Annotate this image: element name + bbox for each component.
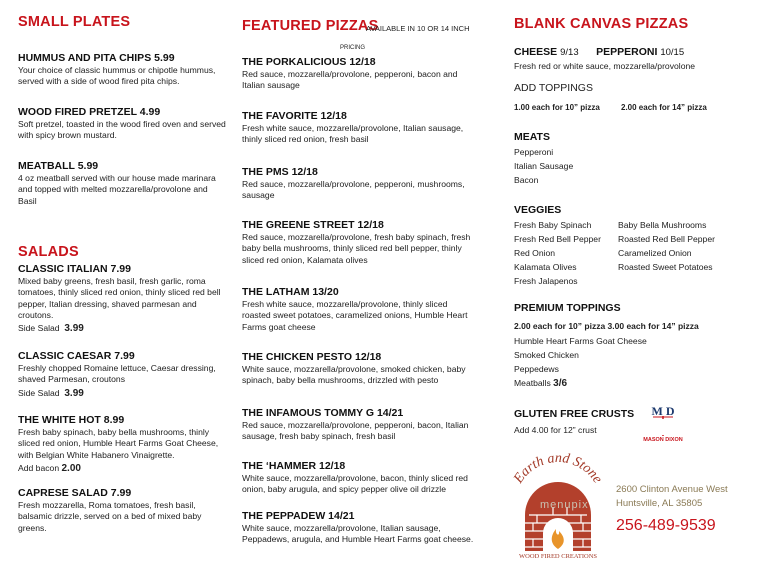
meat-item: Italian Sausage xyxy=(514,161,574,171)
menu-item-desc: Fresh mozzarella, Roma tomatoes, fresh basil, balsamic drizzle, served on a bed of mixed baby greens. xyxy=(18,500,202,533)
topping-price-14: 2.00 each for 14” pizza xyxy=(621,103,707,112)
veggies-heading: VEGGIES xyxy=(514,204,562,216)
extra-label: Side Salad xyxy=(18,323,60,333)
pizza-name: THE FAVORITE 12/18 xyxy=(242,110,347,122)
pizza-name: THE PEPPADEW 14/21 xyxy=(242,510,355,522)
topping-price-10: 1.00 each for 10” pizza xyxy=(514,103,600,112)
pizza-desc: Fresh white sauce, mozzarella/provolone, Italian sausage, thinly sliced red onion, fresh basil xyxy=(242,123,464,145)
pepperoni-price: 10/15 xyxy=(660,47,685,58)
pizza-desc: Red sauce, mozzarella/provolone, fresh baby spinach, fresh baby bella mushrooms, thinly sliced red bell pepper, thinly sliced red onion, Kalamata olives xyxy=(242,232,471,265)
veggie-item: Fresh Jalapenos xyxy=(514,276,578,286)
mason-dixon-logo xyxy=(635,400,691,450)
pizza-desc: Fresh white sauce, mozzarella/provolone, thinly sliced roasted sweet potatoes, caramelized onions, Humble Heart Farms goat cheese xyxy=(242,299,468,332)
extra-price: 3.99 xyxy=(64,388,84,399)
pizza-name: THE PMS 12/18 xyxy=(242,166,318,178)
premium-toppings-heading: PREMIUM TOPPINGS xyxy=(514,302,621,314)
phone-number[interactable]: 256-489-9539 xyxy=(616,517,716,534)
pizza-name: THE PORKALICIOUS 12/18 xyxy=(242,56,376,68)
gluten-free-heading: GLUTEN FREE CRUSTS xyxy=(514,408,635,420)
premium-item: Peppedews xyxy=(514,364,559,374)
pizza-name: THE CHICKEN PESTO 12/18 xyxy=(242,351,382,363)
menu-item-desc: Soft pretzel, toasted in the wood fired oven and served with spicy brown mustard. xyxy=(18,119,226,141)
menu-item-desc: Freshly chopped Romaine lettuce, Caesar dressing, shaved Parmesan, croutons xyxy=(18,363,216,385)
pizza-desc: Red sauce, mozzarella/provolone, pepperoni, bacon, Italian sausage, fresh baby spinach, fresh basil xyxy=(242,420,469,442)
mason-dixon-name: MASON DIXON xyxy=(643,437,683,443)
menu-item-name: CLASSIC CAESAR 7.99 xyxy=(18,350,135,362)
menu-item-name: CAPRESE SALAD 7.99 xyxy=(18,487,132,499)
veggie-item: Fresh Red Bell Pepper xyxy=(514,234,601,244)
pizza-desc: White sauce, mozzarella/provolone, smoked chicken, baby spinach, baby bella mushrooms, drizzled with pesto xyxy=(242,364,466,386)
logo-arc-text: Earth and Stone xyxy=(511,453,605,487)
veggie-item: Caramelized Onion xyxy=(618,248,692,258)
menu-item-desc: 4 oz meatball served with our house made marinara and topped with melted mozzarella/provolone and Basil xyxy=(18,173,216,206)
menu-item-name: HUMMUS AND PITA CHIPS 5.99 xyxy=(18,52,175,64)
menu-item-name: THE WHITE HOT 8.99 xyxy=(18,414,125,426)
meatballs-price: 3/6 xyxy=(553,378,568,389)
pepperoni-label: PEPPERONI xyxy=(596,46,658,58)
meatballs-line xyxy=(514,378,567,389)
pizza-desc: Red sauce, mozzarella/provolone, pepperoni, bacon and Italian sausage xyxy=(242,69,458,91)
menu-item-name: CLASSIC ITALIAN 7.99 xyxy=(18,263,131,275)
sauce-note: Fresh red or white sauce, mozzarella/provolone xyxy=(514,61,696,71)
pizza-desc: Red sauce, mozzarella/provolone, pepperoni, mushrooms, sausage xyxy=(242,179,465,201)
logo-subtitle: WOOD FIRED CREATIONS xyxy=(519,553,597,560)
extra-price: 3.99 xyxy=(64,323,84,334)
pizza-name: THE ‘HAMMER 12/18 xyxy=(242,460,346,472)
pizza-desc: White sauce, mozzarella/provolone, Italian sausage, Peppadews, arugula, and Humble Heart Farms goat cheese. xyxy=(242,523,474,545)
veggie-item: Baby Bella Mushrooms xyxy=(618,220,707,230)
meat-item: Pepperoni xyxy=(514,147,554,157)
salads-heading: SALADS xyxy=(18,244,79,260)
extra-label: Add bacon xyxy=(18,463,60,473)
cheese-label: CHEESE xyxy=(514,46,558,58)
menu-item-desc: Mixed baby greens, fresh basil, fresh garlic, roma tomatoes, thinly sliced red onion, thinly sliced red bell pepper, Italian dressing, shaved parmesan and croutons. xyxy=(18,276,221,320)
svg-text:Earth and Stone xyxy=(511,453,605,487)
cheese-pepperoni-line xyxy=(514,46,684,58)
pizza-name: THE LATHAM 13/20 xyxy=(242,286,339,298)
pizza-desc: White sauce, mozzarella/provolone, bacon, thinly sliced red onion, baby arugula, and spicy pepper olive oil drizzle xyxy=(242,473,468,495)
address-line-2: Huntsville, AL 35805 xyxy=(616,498,703,509)
blank-canvas-heading: BLANK CANVAS PIZZAS xyxy=(514,16,689,32)
veggie-item: Roasted Red Bell Pepper xyxy=(618,234,715,244)
premium-item: Humble Heart Farms Goat Cheese xyxy=(514,336,647,346)
premium-item: Smoked Chicken xyxy=(514,350,579,360)
extra-price: 2.00 xyxy=(61,463,81,474)
side-salad-line xyxy=(18,388,84,399)
address-line-1: 2600 Clinton Avenue West xyxy=(616,484,728,495)
meats-heading: MEATS xyxy=(514,131,550,143)
add-bacon-line xyxy=(18,463,81,474)
featured-pizzas-heading: FEATURED PIZZAS xyxy=(242,18,379,34)
veggie-item: Kalamata Olives xyxy=(514,262,577,272)
extra-label: Side Salad xyxy=(18,388,60,398)
add-toppings-heading: ADD TOPPINGS xyxy=(514,82,593,94)
pizza-name: THE GREENE STREET 12/18 xyxy=(242,219,384,231)
pricing-label: PRICING xyxy=(340,45,366,51)
veggie-item: Fresh Baby Spinach xyxy=(514,220,592,230)
veggie-item: Roasted Sweet Potatoes xyxy=(618,262,713,272)
menu-item-desc: Your choice of classic hummus or chipotle hummus, served with a side of wood fired pita chips. xyxy=(18,65,216,87)
size-availability-note: AVAILABLE IN 10 OR 14 INCH xyxy=(366,24,470,33)
mason-dixon-letters: M D xyxy=(651,404,675,418)
watermark-text: menupix xyxy=(540,499,589,511)
veggie-item: Red Onion xyxy=(514,248,556,258)
menu-item-name: MEATBALL 5.99 xyxy=(18,160,99,172)
meatballs-label: Meatballs xyxy=(514,378,551,388)
menu-item-desc: Fresh baby spinach, baby bella mushrooms, thinly sliced red onion, Humble Heart Farms Goat Cheese, with Belgian White Habanero Vinaigrette. xyxy=(18,427,219,460)
cheese-price: 9/13 xyxy=(560,47,579,58)
premium-price: 2.00 each for 10” pizza 3.00 each for 14” pizza xyxy=(514,321,699,331)
menu-item-name: WOOD FIRED PRETZEL 4.99 xyxy=(18,106,161,118)
side-salad-line xyxy=(18,323,84,334)
pizza-name: THE INFAMOUS TOMMY G 14/21 xyxy=(242,407,404,419)
small-plates-heading: SMALL PLATES xyxy=(18,14,131,30)
meat-item: Bacon xyxy=(514,175,539,185)
gluten-free-note: Add 4.00 for 12” crust xyxy=(514,425,597,435)
